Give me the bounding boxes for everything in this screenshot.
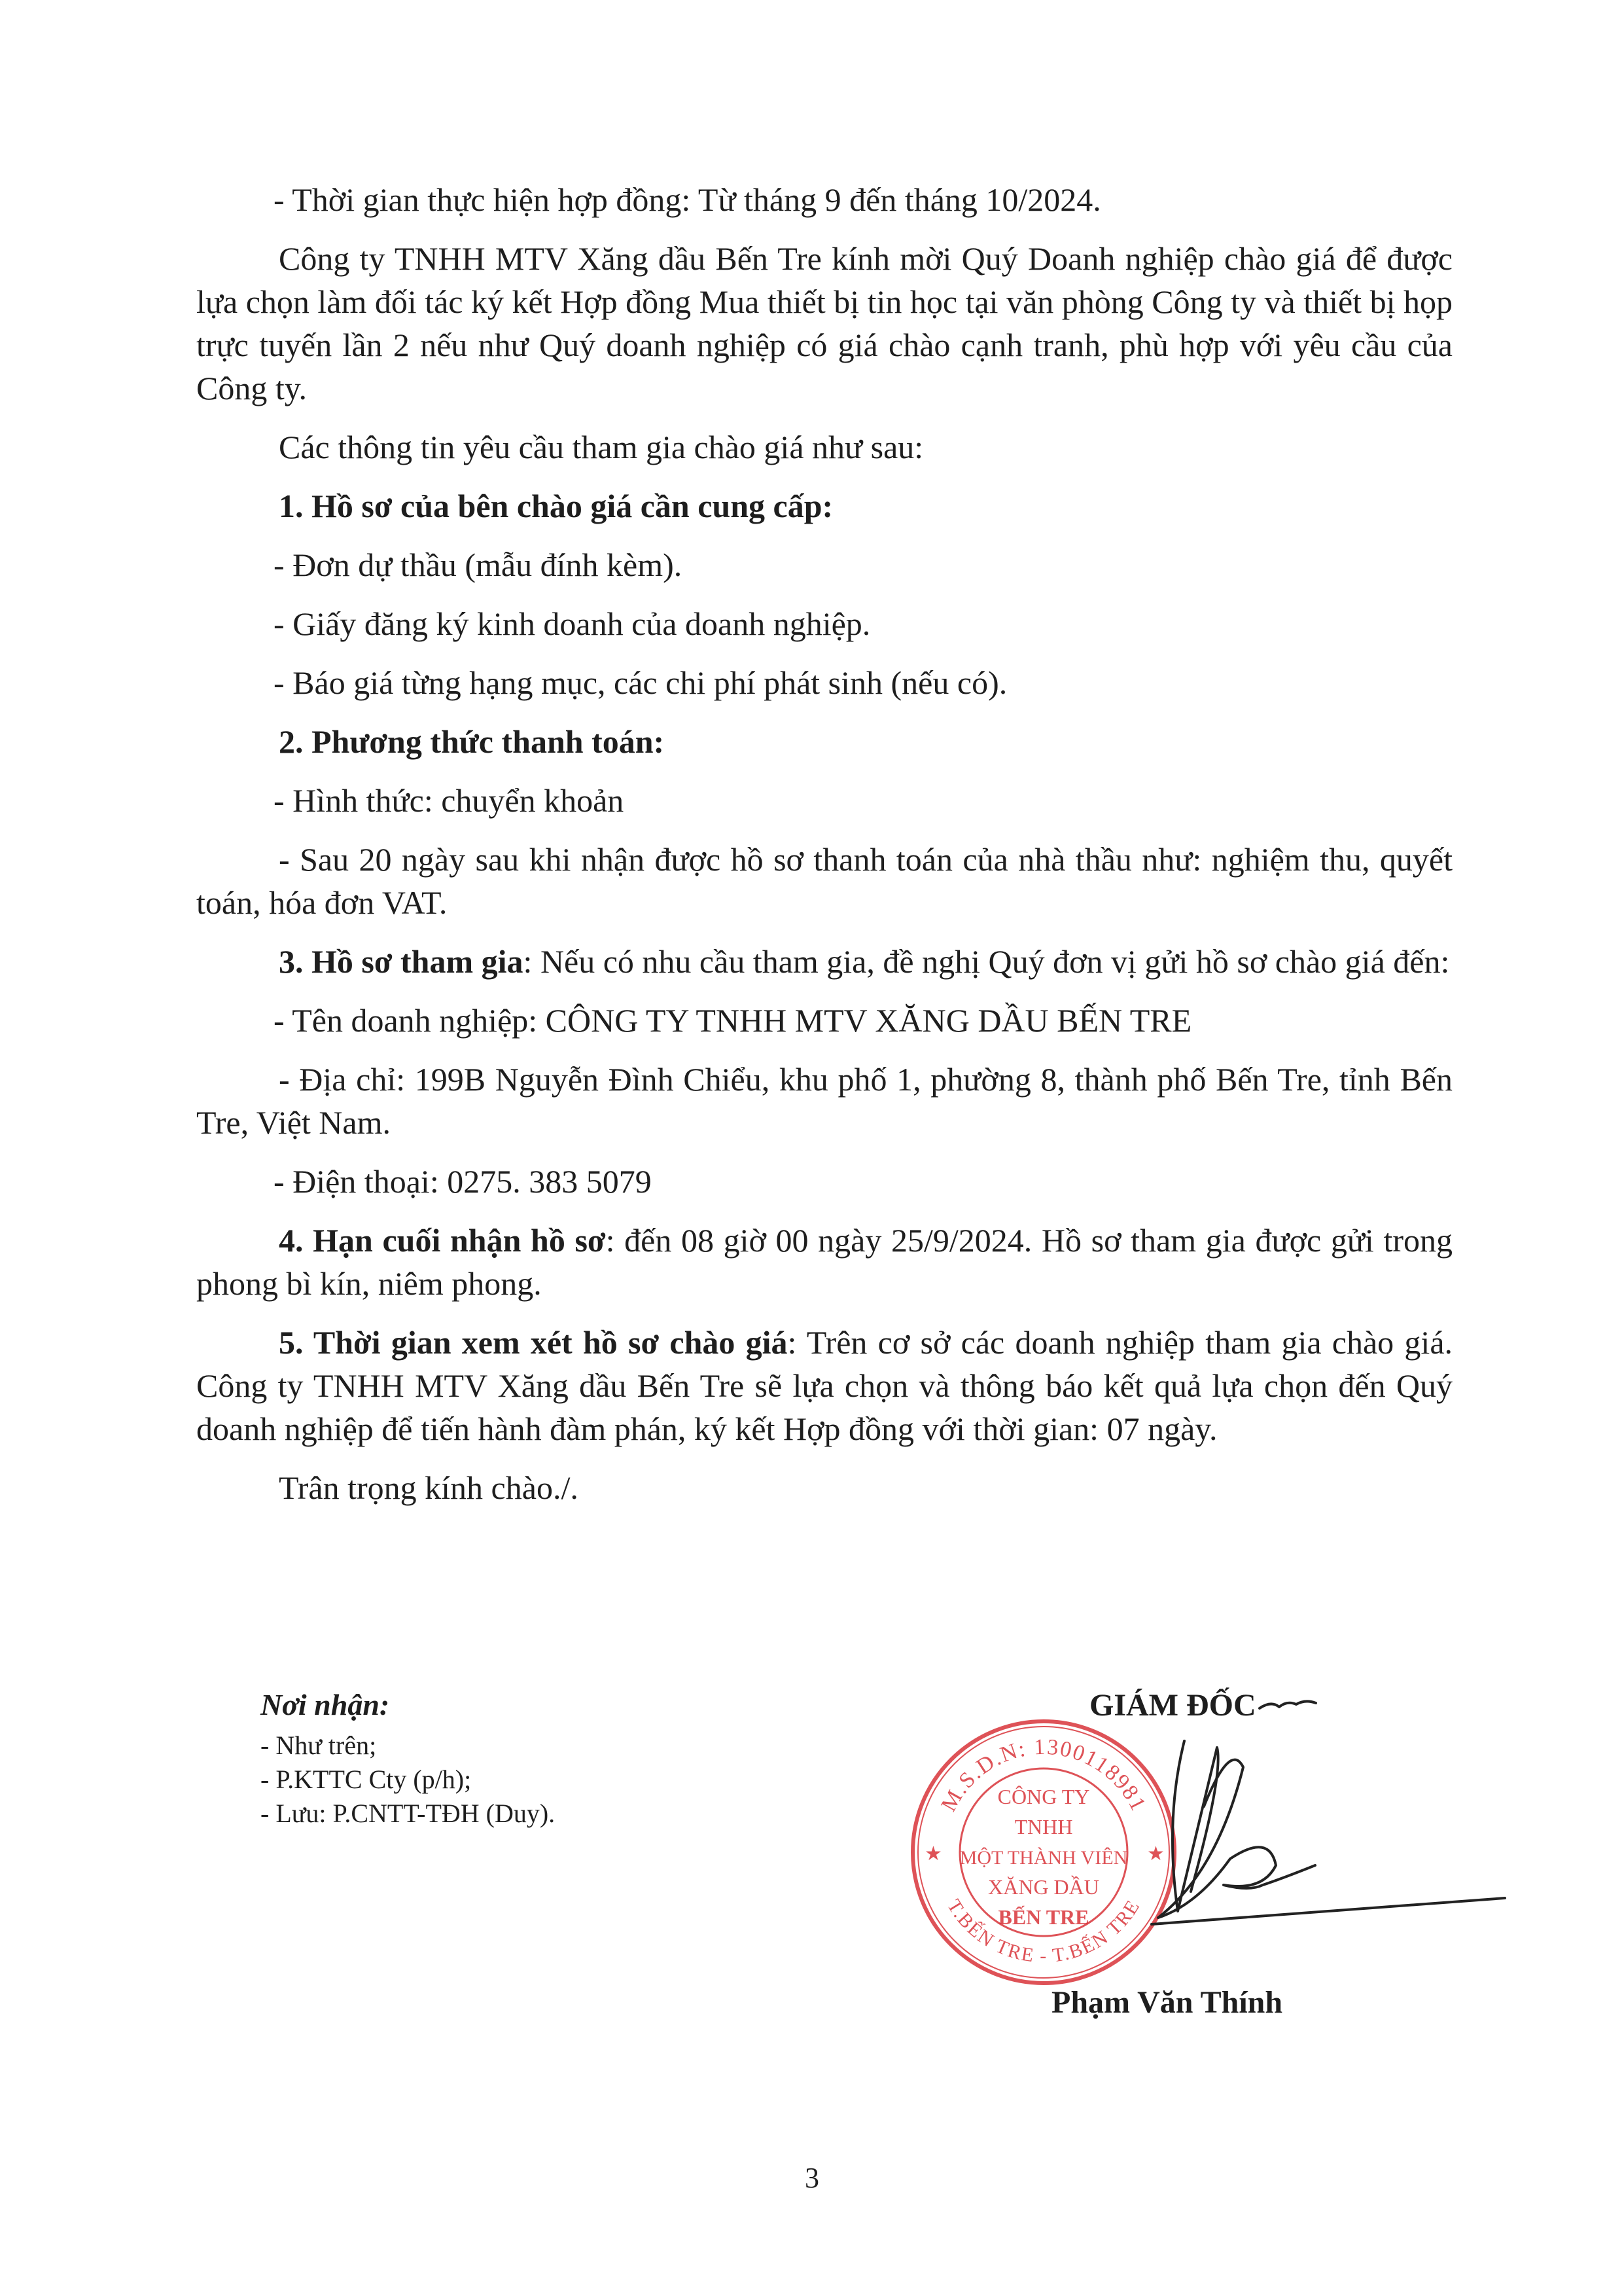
svg-text:TNHH: TNHH [1014,1815,1073,1839]
signer-title: GIÁM ĐỐC [1089,1688,1256,1723]
svg-text:★: ★ [1147,1843,1165,1865]
list-item: - Hình thức: chuyển khoản [274,782,624,819]
list-item: - Tên doanh nghiệp: CÔNG TY TNHH MTV XĂNG DẦU BẾN TRE [274,1002,1192,1039]
svg-text:M.S.D.N: 1300118981: M.S.D.N: 1300118981 [936,1734,1151,1816]
list-item: - Địa chỉ: 199B Nguyễn Đình Chiểu, khu phố 1, phường 8, thành phố Bến Tre, tỉnh Bến Tre, Việt Nam. [196,1061,1453,1141]
heading-documents: 1. Hồ sơ của bên chào giá cần cung cấp: [279,488,834,524]
letter-body [196,178,1453,1525]
signature-mark [1112,1676,1518,1977]
signer-name: Phạm Văn Thính [1051,1985,1283,2020]
paragraph-contract-time: - Thời gian thực hiện hợp đồng: Từ tháng 9 đến tháng 10/2024. [274,181,1101,218]
paragraph-requirements-intro: Các thông tin yêu cầu tham gia chào giá như sau: [279,429,924,465]
svg-text:★: ★ [925,1843,942,1865]
recipient-item: - Như trên; [260,1731,377,1760]
list-item: - Điện thoại: 0275. 383 5079 [274,1163,652,1200]
list-item: - Giấy đăng ký kinh doanh của doanh nghiệp. [274,605,871,642]
paragraph-review-time: 5. Thời gian xem xét hồ sơ chào giá: Trên cơ sở các doanh nghiệp tham gia chào giá. Công ty TNHH MTV Xăng dầu Bến Tre sẽ lựa chọn và thông báo kết quả lựa chọn đến Quý doanh nghiệp để tiến hành đàm phán, ký kết Hợp đồng với thời gian: 07 ngày. [196,1324,1453,1447]
svg-text:CÔNG TY: CÔNG TY [997,1785,1090,1808]
paragraph-submission: 3. Hồ sơ tham gia: Nếu có nhu cầu tham gia, đề nghị Quý đơn vị gửi hồ sơ chào giá đến: [279,943,1450,980]
recipient-item: - Lưu: P.CNTT-TĐH (Duy). [260,1799,556,1828]
list-item: - Báo giá từng hạng mục, các chi phí phát sinh (nếu có). [274,664,1008,701]
svg-text:XĂNG DẦU: XĂNG DẦU [988,1875,1099,1899]
svg-text:BẾN TRE: BẾN TRE [998,1905,1089,1929]
list-item: - Đơn dự thầu (mẫu đính kèm). [274,547,682,583]
heading-payment: 2. Phương thức thanh toán: [279,723,665,760]
recipient-item: - P.KTTC Cty (p/h); [260,1765,472,1794]
recipients-block [260,1685,849,1831]
paragraph-closing: Trân trọng kính chào./. [279,1469,578,1506]
svg-text:MỘT THÀNH VIÊN: MỘT THÀNH VIÊN [959,1847,1128,1869]
page-number: 3 [805,2162,819,2194]
list-item: - Sau 20 ngày sau khi nhận được hồ sơ thanh toán của nhà thầu như: nghiệm thu, quyết toán, hóa đơn VAT. [196,841,1453,921]
paragraph-invitation: Công ty TNHH MTV Xăng dầu Bến Tre kính mời Quý Doanh nghiệp chào giá để được lựa chọn làm đối tác ký kết Hợp đồng Mua thiết bị tin học tại văn phòng Công ty và thiết bị họp trực tuyến lần 2 nếu như Quý doanh nghiệp có giá chào cạnh tranh, phù hợp với yêu cầu của Công ty. [196,240,1453,406]
paragraph-deadline: 4. Hạn cuối nhận hồ sơ: đến 08 giờ 00 ngày 25/9/2024. Hồ sơ tham gia được gửi trong phong bì kín, niêm phong. [196,1222,1453,1302]
svg-text:T.BẾN TRE - T.BẾN TRE: T.BẾN TRE - T.BẾN TRE [943,1895,1144,1967]
recipients-title: Nơi nhận: [260,1688,390,1721]
